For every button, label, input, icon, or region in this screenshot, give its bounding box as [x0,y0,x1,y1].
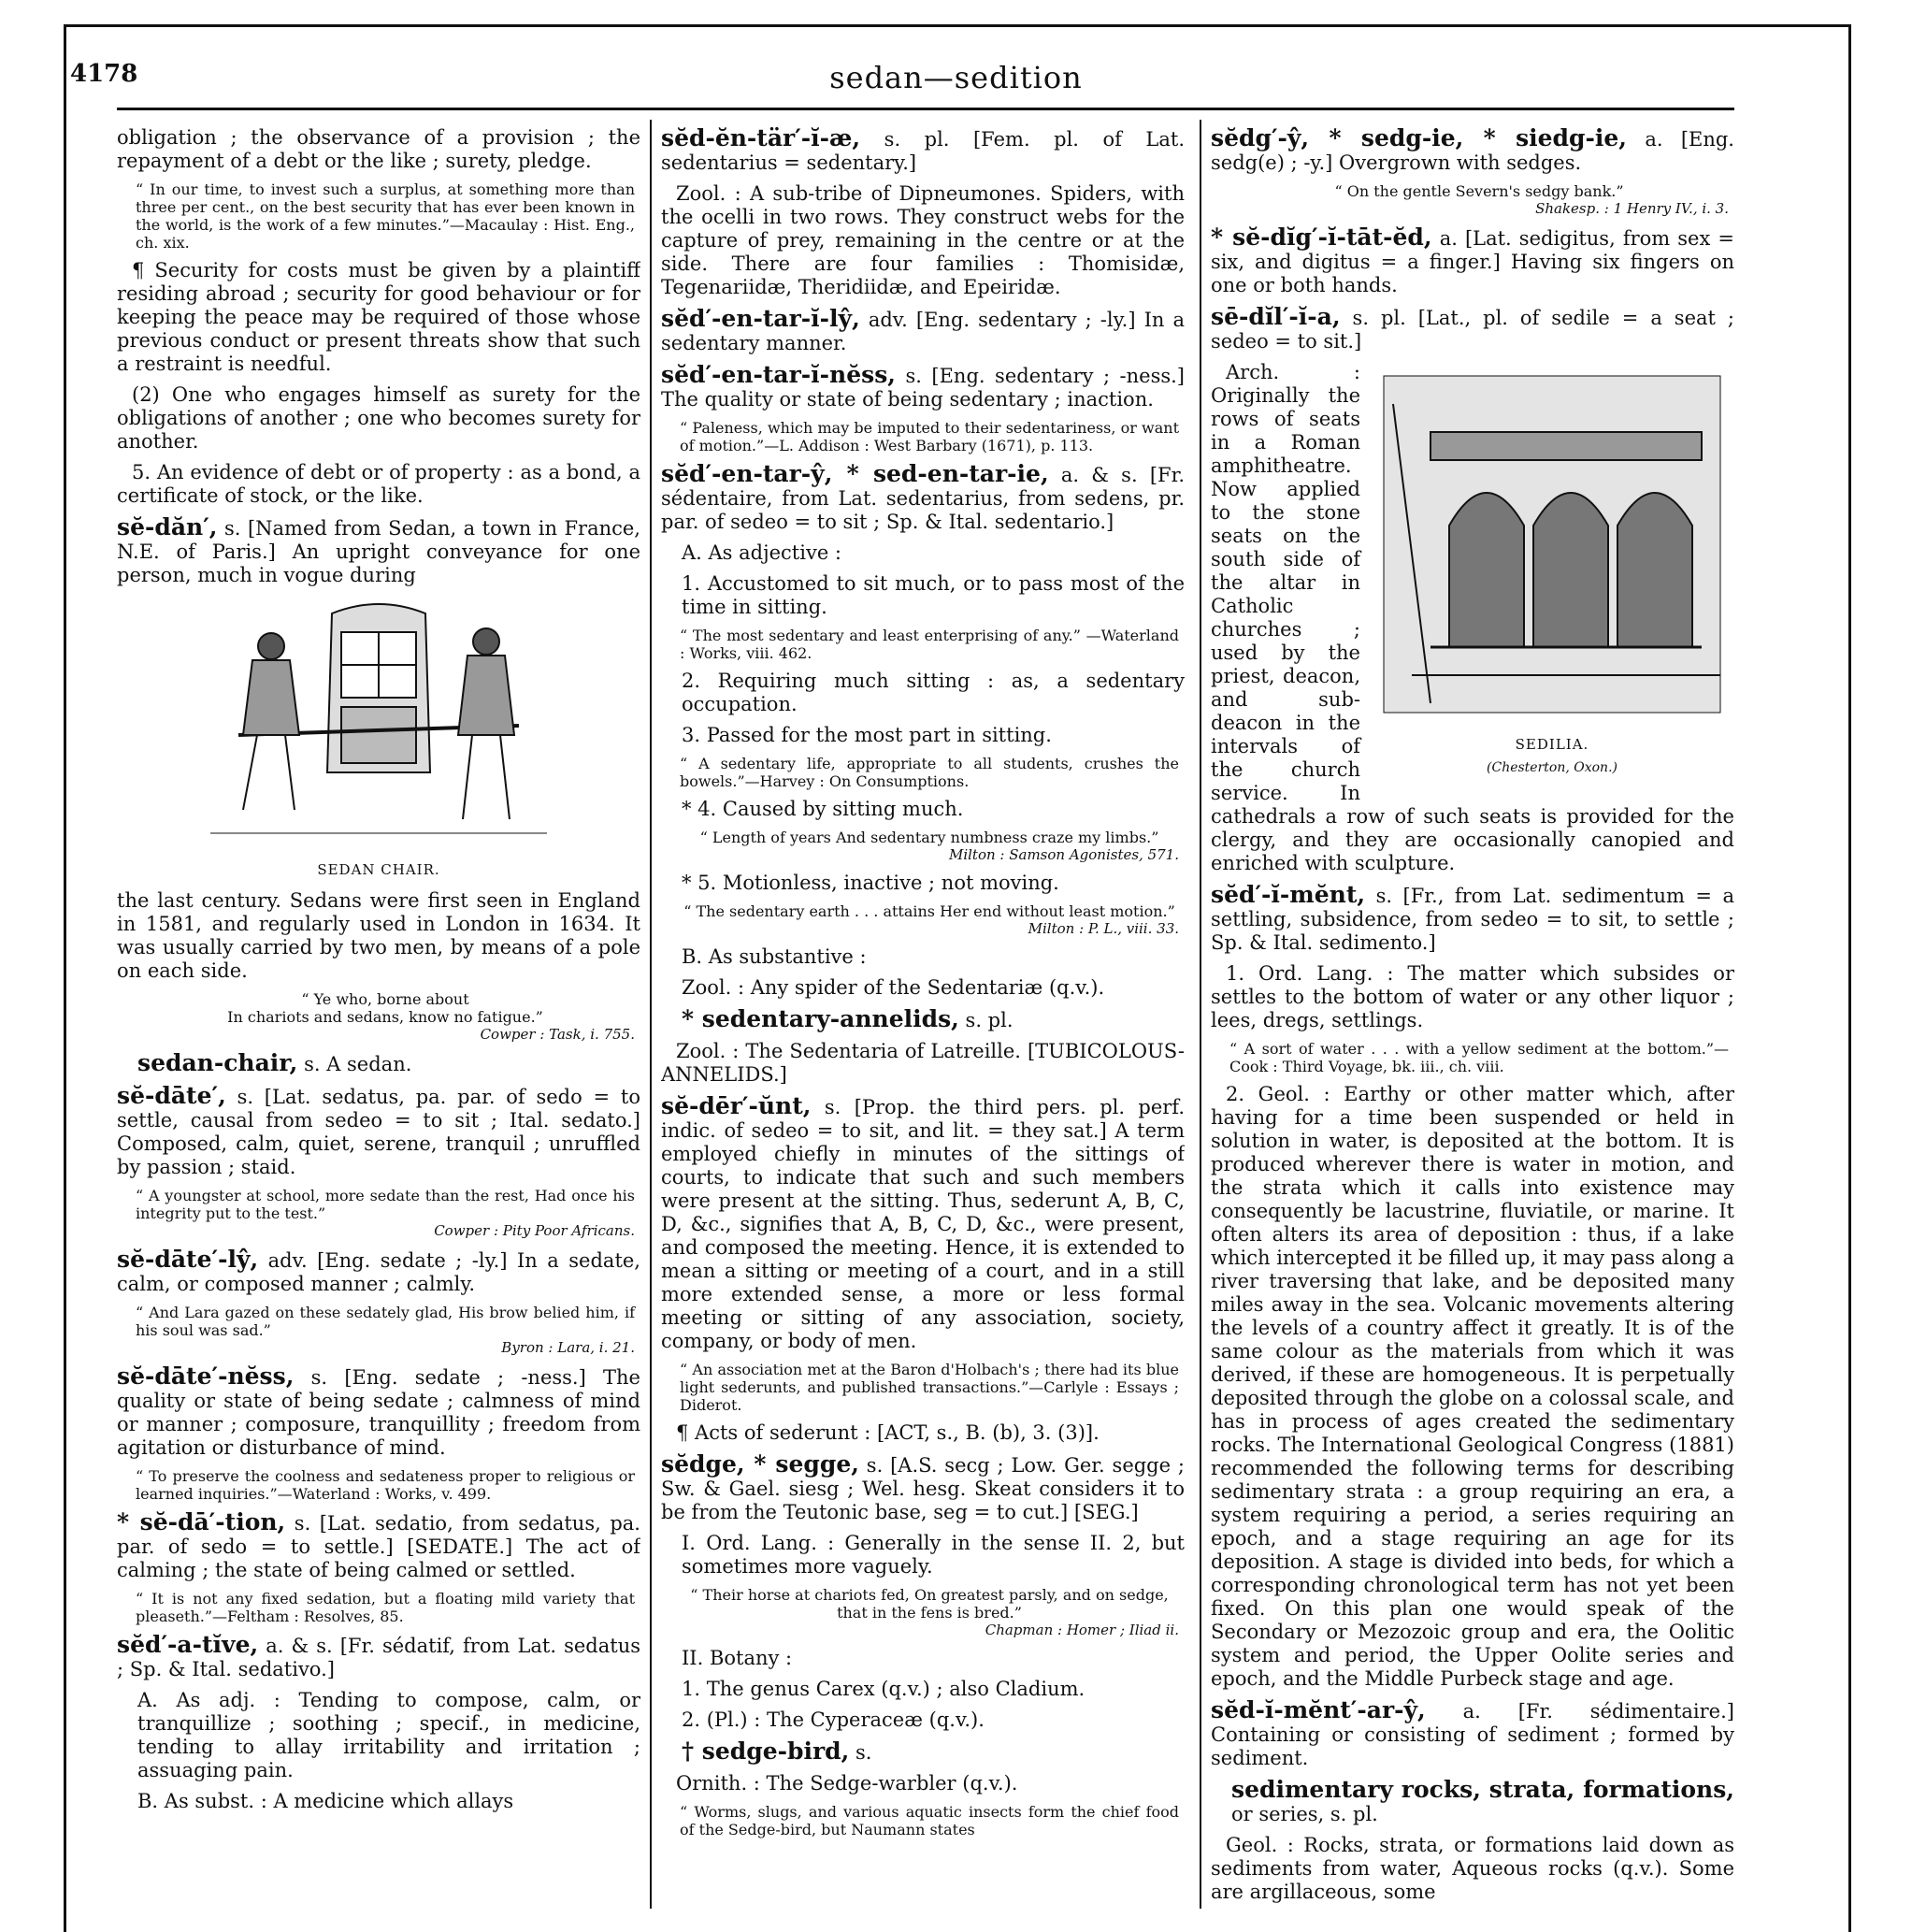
headword: sedimentary rocks, strata, formations, [1231,1776,1734,1803]
page-number: 4178 [70,60,138,88]
headword: sĕd′-en-tar-ĭ-lŷ, [661,305,860,332]
entry-sedilia [1211,305,1734,353]
definition: s. [Eng. sedate ; -ness.] The quality or state of being sedate ; calmness of mind or manner ; composure, tranquillity ; freedom from agitation or disturbance of mind. [117,1366,640,1459]
quotation [136,1187,635,1240]
quotation: “ It is not any fixed sedation, but a floating mild variety that pleaseth.”—Feltham : Resolves, 85. [136,1590,635,1625]
column-2 [661,126,1185,1909]
sense: 1. The genus Carex (q.v.) ; also Cladium. [682,1678,1085,1700]
sedilia-engraving [1374,367,1730,722]
quote-citation: Cowper : Pity Poor Africans. [434,1222,635,1239]
figure-caption: SEDILIA. [1515,736,1589,753]
entry-sedentary [661,462,1185,534]
quote-citation: Milton : Samson Agonistes, 571. [948,846,1179,863]
headword: sĕdge, * segge, [661,1450,859,1478]
quote-line: In chariots and sedans, know no fatigue.” [227,1008,543,1026]
definition: s. [Lat. sedatio, from sedatus, pa. par. of sedo = to settle.] [SEDATE.] The act of calming ; the state of being calmed or settled. [117,1512,640,1581]
entry-text: obligation ; the observance of a provision ; the repayment of a debt or the like ; surety, pledge. [117,126,640,172]
entry-text: 5. An evidence of debt or of property : as a bond, a certificate of stock, or the like. [117,461,640,507]
quote-line: “ Length of years And sedentary numbness craze my limbs.” [699,829,1159,846]
sedan-chair-engraving [201,595,556,847]
column-divider [1200,120,1201,1909]
quotation: “ Worms, slugs, and various aquatic insects form the chief food of the Sedge-bird, but Naumann states [680,1803,1179,1838]
quotation: “ A sort of water . . . with a yellow sediment at the bottom.”—Cook : Third Voyage, bk. iii., ch. viii. [1229,1040,1729,1075]
quotation [680,902,1179,938]
headword: * sĕ-dā′-tion, [117,1508,286,1536]
headword: sĕd-ĕn-tär′-ĭ-æ, [661,126,861,151]
quotation: “ To preserve the coolness and sedateness proper to religious or learned inquiries.”—Waterland : Works, v. 499. [136,1467,635,1503]
entry-sedative [117,1633,640,1681]
sense: 1. Ord. Lang. : The matter which subsides or settles to the bottom of water or any other liquor ; lees, dregs, settlings. [1211,962,1734,1031]
definition: or series, s. pl. [1231,1803,1378,1825]
entry-sedgy [1211,126,1734,175]
quote-citation: Cowper : Task, i. 755. [480,1026,635,1043]
headword: sĕ-dāte′-lŷ, [117,1246,259,1273]
definition: s. [Named from Sedan, a town in France, N.E. of Paris.] An upright conveyance for one person, much in vogue during [117,517,640,586]
quotation: “ In our time, to invest such a surplus, at something more than three per cent., on the best security that has ever been known in the world, is the work of a few minutes.”—Macaulay : Hist. Eng., ch. xix. [136,180,635,252]
entry-text: (2) One who engages himself as surety for the obligations of another ; one who becomes surety for another. [117,383,640,453]
quotation [680,1586,1179,1639]
definition: s. [855,1741,872,1764]
quote-citation: Shakesp. : 1 Henry IV., i. 3. [1535,200,1729,217]
quotation: “ Paleness, which may be imputed to their sedentariness, or want of motion.”—L. Addison : West Barbary (1671), p. 113. [680,419,1179,454]
entry-sedge [661,1452,1185,1524]
headword: sĕ-dăn′, [117,513,218,541]
definition: a. & s. [Fr. sédentaire, from Lat. sedentarius, from sedens, pr. par. of sedeo = to sit ; Sp. & Ital. sedentario.] [661,464,1185,533]
sense: 2. Requiring much sitting : as, a sedentary occupation. [682,670,1185,715]
sense: * 4. Caused by sitting much. [682,798,964,820]
sense: Zool. : Any spider of the Sedentariæ (q.v.). [682,976,1105,999]
headword: sĕ-dēr′-ŭnt, [661,1092,812,1119]
headword: sē-dĭl′-ĭ-a, [1211,303,1341,330]
sense-label: B. As substantive : [682,945,867,968]
quotation [1229,182,1729,218]
headword: sĕ-dāte′, [117,1082,226,1109]
entry-text: ¶ Security for costs must be given by a plaintiff residing abroad ; security for good behaviour or for keeping the peace may be required of those whose previous conduct or present threats show that such a restraint is needful. [117,259,640,375]
sense: Zool. : A sub-tribe of Dipneumones. Spiders, with the ocelli in two rows. They construct webs for the capture of prey, remaining in the centre or at the side. There are four families : Thomisidæ, Tegenariidæ, Theridiidæ, and Epeiridæ. [661,182,1185,298]
sense: Zool. : The Sedentaria of Latreille. [TUBICOLOUS-ANNELIDS.] [661,1040,1185,1086]
sedilia-illustration [1370,367,1734,780]
quotation [680,829,1179,864]
entry-sedately [117,1247,640,1296]
sense: B. As subst. : A medicine which allays [137,1790,514,1812]
sense: ¶ Acts of sederunt : [ACT, s., B. (b), 3. (3)]. [676,1421,1100,1444]
entry-text: the last century. Sedans were first seen in England in 1581, and regularly used in London in 1634. It was usually carried by two men, by means of a pole on each side. [117,889,640,982]
header-rule [117,108,1734,110]
sense: 2. Geol. : Earthy or other matter which, after having for a time been suspended or held in solution in water, is deposited at the bottom. It is produced wherever there is water in motion, and the strata which it calls into existence may consequently be lacustrine, fluviatile, or marine. It often alters its area of deposition : thus, if a lake which intercepted it be filled up, it may pass along a river traversing that lake, and be deposited many miles away in the sea. Volcanic movements altering the levels of a country affect it greatly. It is of the same colour as the materials from which it was derived, if these are homogeneous. It is perpetually deposited through the globe on a colossal scale, and has in process of ages created the sedimentary rocks. The International Geological Congress (1881) recommended the following terms for describing sedimentary strata : a group requiring an era, a system requiring a period, a series requiring an epoch, and a stage requiring an age for its deposition. A stage is divided into beds, for which a corresponding chronological term has not yet been fixed. On this plan one would speak of the Secondary or Mezozoic group and era, the Oolitic system and period, the Upper Oolite series and epoch, and the Middle Purbeck stage and age. [1211,1083,1734,1690]
definition: s. [Lat. sedatus, pa. par. of sedo = to settle, causal from sedeo = to sit ; Ital. sedato.] Composed, calm, quiet, serene, tranquil ; unruffled by passion ; staid. [117,1086,640,1178]
column-divider [650,120,652,1909]
quote-citation: Milton : P. L., viii. 33. [1028,920,1179,937]
entry-sedate [117,1084,640,1179]
quotation: “ An association met at the Baron d'Holbach's ; there had its blue light sederunts, and published transactions.”—Carlyle : Essays ; Diderot. [680,1361,1179,1414]
sense-label: A. As adjective : [682,541,841,564]
column-1 [117,126,640,1909]
headword: sĕd′-en-tar-ŷ, * sed-en-tar-ie, [661,460,1049,487]
sense: 3. Passed for the most part in sitting. [682,724,1052,746]
sense: A. As adj. : Tending to compose, calm, or tranquillize ; soothing ; specif., in medicine, tending to allay irritability and irritation ; assuaging pain. [137,1689,640,1781]
entry-sedigitated [1211,225,1734,297]
sedilia-block [1211,361,1734,883]
quote-line: “ Ye who, borne about [301,990,469,1008]
definition: a. & s. [Fr. sédatif, from Lat. sedatus ; Sp. & Ital. sedativo.] [117,1635,640,1680]
headword: sĕd′-en-tar-ĭ-nĕss, [661,361,896,388]
headword: sĕd-ĭ-mĕnt′-ar-ŷ, [1211,1696,1426,1723]
headword: sĕdg′-ŷ, * sedg-ie, * siedg-ie, [1211,126,1627,151]
quote-citation: Chapman : Homer ; Iliad ii. [985,1622,1179,1638]
quotation: “ The most sedentary and least enterprising of any.” —Waterland : Works, viii. 462. [680,627,1179,662]
entry-sedge-bird [661,1739,1185,1765]
headword: sedan-chair, [137,1049,298,1076]
entry-sedentariness [661,363,1185,411]
headword: sĕd′-a-tĭve, [117,1631,259,1658]
headword: sĕd′-ĭ-mĕnt, [1211,881,1366,908]
definition: s. [A.S. secg ; Low. Ger. segge ; Sw. & Gael. siesg ; Wel. hesg. Skeat considers it to be from the Teutonic base, seg = to cut.] [SEG.] [661,1454,1185,1523]
headword: * sedentary-annelids, [682,1005,959,1032]
entry-sedan-chair [117,1051,640,1076]
definition: a. [Fr. sédimentaire.] Containing or consisting of sediment ; formed by sediment. [1211,1700,1734,1769]
definition: a. [Eng. sedg(e) ; -y.] Overgrown with sedges. [1211,128,1734,174]
quotation [136,1304,635,1357]
definition: adv. [Eng. sedentary ; -ly.] In a sedentary manner. [661,309,1185,354]
page-title: sedan—sedition [829,60,1083,95]
sense: Arch. : Originally the rows of seats in a Roman amphitheatre. Now applied to the stone seats on the south side of the altar in Catholic churches ; used by the priest, deacon, and sub-deacon in the intervals of the church service. In cathedrals a row of such seats is provided for the clergy, and they are occasionally canopied and enriched with sculpture. [1211,361,1734,874]
sense: 1. Accustomed to sit much, or to pass most of the time in sitting. [682,572,1185,618]
quote-line: “ A youngster at school, more sedate than the rest, Had once his integrity put to the test.” [136,1187,635,1222]
entry-sedentariae [661,126,1185,175]
quote-citation: Byron : Lara, i. 21. [501,1339,635,1356]
sense: Geol. : Rocks, strata, or formations laid down as sediments from water, Aqueous rocks (q.v.). Some are argillaceous, some [1211,1834,1734,1903]
headword: * sĕ-dĭg′-ĭ-tāt-ĕd, [1211,223,1432,251]
sense: * 5. Motionless, inactive ; not moving. [682,872,1059,894]
entry-sedateness [117,1364,640,1460]
headword: sĕ-dāte′-nĕss, [117,1362,295,1390]
quote-line: “ Their horse at chariots fed, On greatest parsly, and on sedge, that in the fens is bred.” [690,1586,1169,1622]
definition: s. pl. [965,1009,1014,1031]
quotation: “ A sedentary life, appropriate to all students, crushes the bowels.”—Harvey : On Consumptions. [680,755,1179,790]
column-3 [1211,126,1734,1909]
definition: s. [Fr., from Lat. sedimentum = a settling, subsidence, from sedeo = to sit, to settle ; Sp. & Ital. sedimento.] [1211,885,1734,954]
entry-sedentary-annelids [661,1007,1185,1032]
entry-sedimentary-rocks [1211,1778,1734,1826]
sense-label: II. Botany : [682,1647,793,1669]
entry-sederunt [661,1094,1185,1353]
figure-subcaption: (Chesterton, Oxon.) [1487,760,1617,775]
definition: s. pl. [Lat., pl. of sedile = a seat ; sedeo = to sit.] [1211,307,1734,353]
sense: 2. (Pl.) : The Cyperaceæ (q.v.). [682,1709,985,1731]
definition: adv. [Eng. sedate ; -ly.] In a sedate, calm, or composed manner ; calmly. [117,1249,640,1295]
sense: Ornith. : The Sedge-warbler (q.v.). [676,1772,1018,1795]
definition: s. [Eng. sedentary ; -ness.] The quality or state of being sedentary ; inaction. [661,365,1185,411]
quotation [136,990,635,1044]
quote-line: “ The sedentary earth . . . attains Her end without least motion.” [683,902,1175,920]
definition: a. [Lat. sedigitus, from sex = six, and digitus = a finger.] Having six fingers on one or both hands. [1211,227,1734,296]
definition: s. A sedan. [304,1053,412,1075]
sedan-chair-illustration [117,595,640,882]
definition: s. [Prop. the third pers. pl. perf. indic. of sedeo = to sit, and lit. = they sat.] A term employed chiefly in minutes of the sittings of courts, to indicate that such and such members were present at the sitting. Thus, sederunt A, B, C, D, &c., signifies that A, B, C, D, &c., were present, and composed the meeting. Hence, it is extended to mean a sitting or meeting of a court, and in a still more extended sense, a more or less formal meeting or sitting of any association, society, company, or body of men. [661,1096,1185,1352]
definition: s. pl. [Fem. pl. of Lat. sedentarius = sedentary.] [661,128,1185,174]
quote-line: “ On the gentle Severn's sedgy bank.” [1334,182,1624,200]
quote-line: “ And Lara gazed on these sedately glad, His brow belied him, if his soul was sad.” [136,1304,635,1339]
entry-sedation [117,1510,640,1582]
entry-sedan [117,515,640,587]
entry-sedimentary [1211,1698,1734,1770]
figure-caption: SEDAN CHAIR. [317,861,440,878]
entry-sediment [1211,883,1734,955]
entry-sedentarily [661,307,1185,355]
headword: † sedge-bird, [682,1737,850,1765]
sense: I. Ord. Lang. : Generally in the sense II. 2, but sometimes more vaguely. [682,1532,1185,1578]
